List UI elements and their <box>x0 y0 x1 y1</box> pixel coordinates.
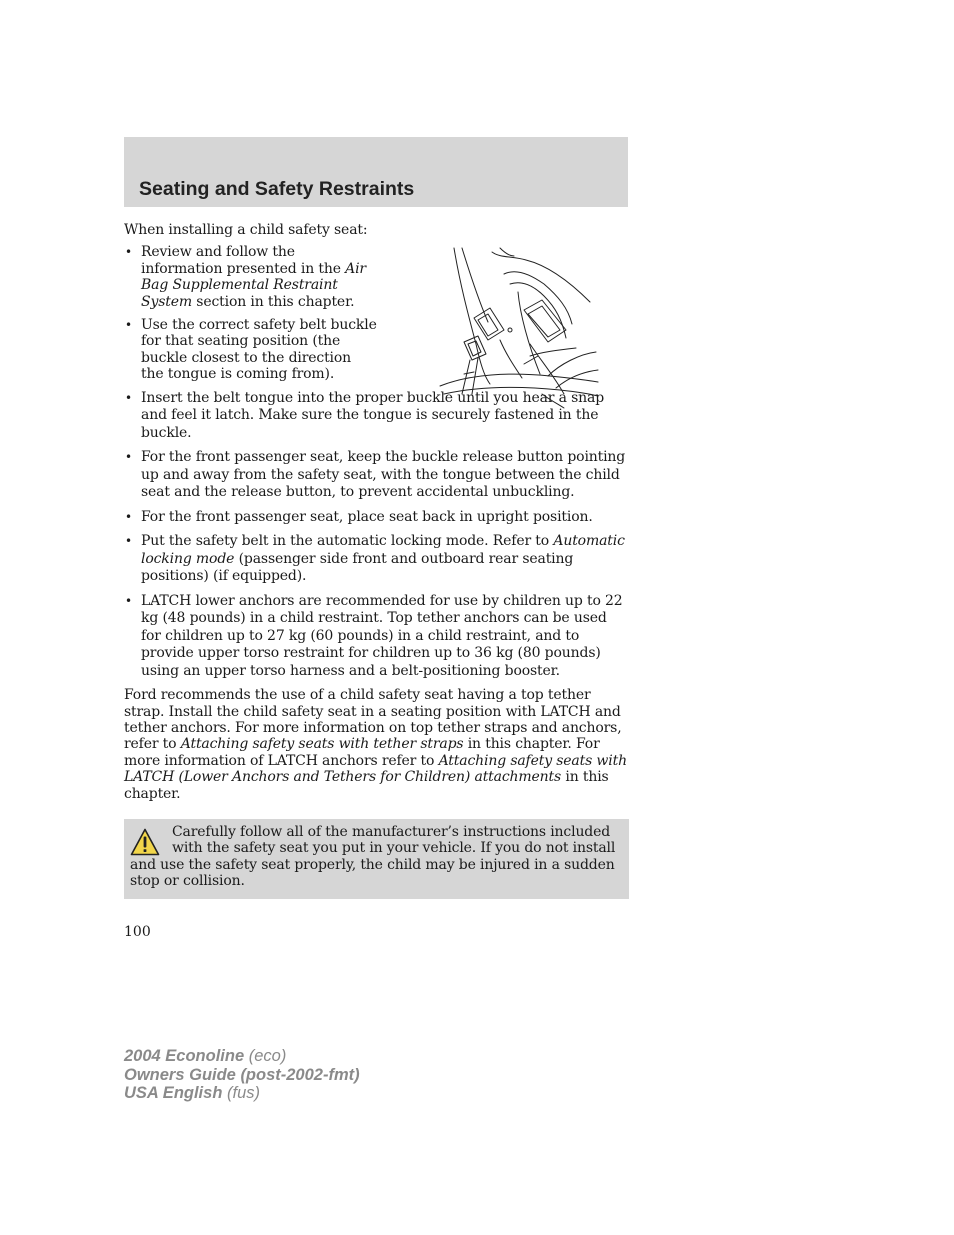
warning-box <box>124 819 629 899</box>
section-title: Seating and Safety Restraints <box>139 178 415 200</box>
intro-text: When installing a child safety seat: <box>124 222 368 238</box>
warning-triangle-icon <box>130 828 160 856</box>
footer-line-3: USA English (fus) <box>124 1084 260 1103</box>
footer-line-1: 2004 Econoline (eco) <box>124 1047 287 1065</box>
list-item: • Use the correct safety belt buckle for that seating position (the buckle closest to the direction the tongue is coming from). <box>124 317 377 383</box>
list-item: • For the front passenger seat, keep the buckle release button pointing up and away from the safety seat, with the tongue between the child seat and the release button, to prevent accidental unbuckling. <box>124 449 629 502</box>
document-footer <box>124 1047 360 1103</box>
list-item: • Put the safety belt in the automatic locking mode. Refer to Automatic locking mode (passenger side front and outboard rear seating positions) (if equipped). <box>124 533 629 586</box>
ford-recommendation-paragraph: Ford recommends the use of a child safety seat having a top tether strap. Install the child safety seat in a seating position with LATCH and tether anchors. For more information on top tether straps and anchors, refer to Attaching safety seats with tether straps in this chapter. For more information of LATCH anchors refer to Attaching safety seats with LATCH (Lower Anchors and Tethers for Children) attachments in this chapter. <box>124 687 627 802</box>
list-item: • For the front passenger seat, place seat back in upright position. <box>124 509 629 527</box>
page-content <box>124 222 629 899</box>
list-item: • Review and follow the information presented in the Air Bag Supplemental Restraint System section in this chapter. <box>124 244 377 310</box>
list-item: • LATCH lower anchors are recommended for use by children up to 22 kg (48 pounds) in a child restraint. Top tether anchors can be used for children up to 27 kg (60 pounds) in a child restraint, and to provide upper torso restraint for children up to 36 kg (80 pounds) using an upper torso harness and a belt-positioning booster. <box>124 593 629 681</box>
warning-text: Carefully follow all of the manufacturer’s instructions included with the safety seat you put in your vehicle. If you do not install and use the safety seat properly, the child may be injured in a sudden stop or collision. <box>130 824 616 890</box>
page-number: 100 <box>124 924 151 940</box>
seat-belt-buckle-illustration <box>430 244 605 409</box>
list-item: • Insert the belt tongue into the proper buckle until you hear a snap and feel it latch. Make sure the tongue is securely fastened in the buckle. <box>124 390 629 443</box>
footer-line-2: Owners Guide (post-2002-fmt) <box>124 1065 360 1084</box>
section-header-band <box>124 137 628 207</box>
